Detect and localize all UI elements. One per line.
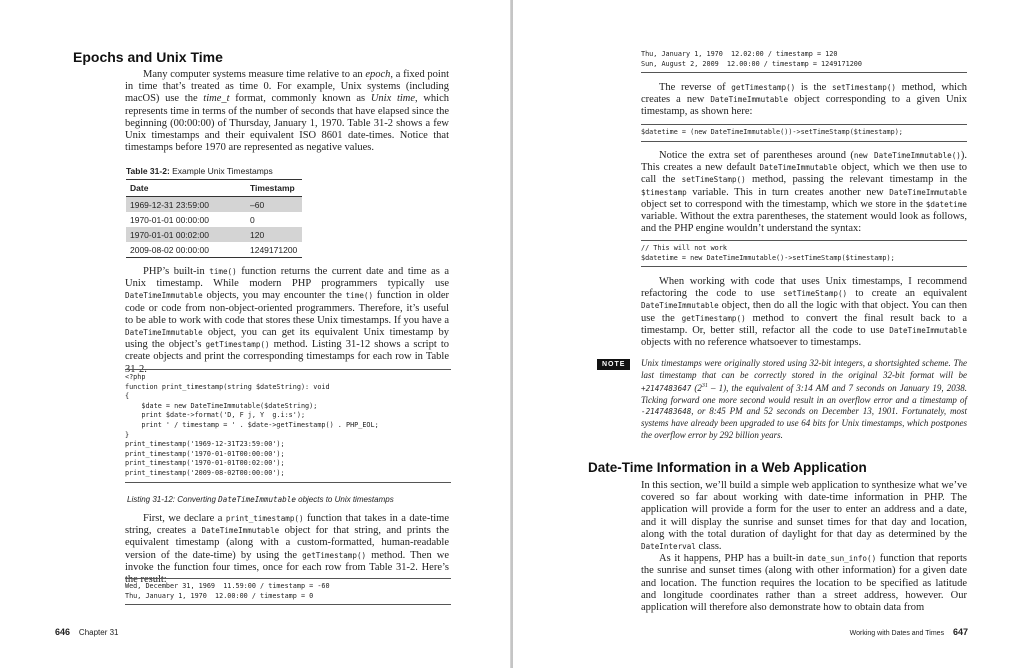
time-function-paragraph: PHP’s built-in time() function returns the current date and time as a Unix timestamp. While modern PHP programmers typically use DateTimeImmutable objects, you may encounter the time() function in older code or code from non-object-oriented programmers. Therefore, it’s useful to be able to work with code that stores these Unix timestamps. If you have a DateTimeImmutable object, you can get its equivalent Unix timestamp by using the object’s getTimestamp() method. Listing 31-12 shows a script to create objects and print the corresponding timestamps for each row in Table 31-2. xyxy=(125,266,450,375)
section-heading-web-app: Date-Time Information in a Web Application xyxy=(588,460,867,475)
table-header-timestamp: Timestamp xyxy=(246,180,302,197)
output-code-part2: Thu, January 1, 1970 12.02:00 / timestamp = 120 Sun, August 2, 2009 12.00:00 / timestamp = 1249171200 xyxy=(641,47,967,73)
set-timestamp-code: $datetime = (new DateTimeImmutable())->setTimeStamp($timestamp); xyxy=(641,124,967,142)
table-caption: Table 31-2: Example Unix Timestamps xyxy=(126,166,273,176)
running-footer-right: Working with Dates and Times xyxy=(849,630,945,637)
left-folio xyxy=(55,627,119,637)
table-row: 1970-01-01 00:00:00 0 xyxy=(130,214,255,225)
note-badge: NOTE xyxy=(597,359,630,370)
listing-caption: Listing 31-12: Converting DateTimeImmutable objects to Unix timestamps xyxy=(127,495,394,504)
table-row: 1970-01-01 00:02:00 120 xyxy=(126,227,302,242)
right-folio xyxy=(850,627,968,637)
output-code-part1: Wed, December 31, 1969 11.59:00 / timestamp = -60 Thu, January 1, 1970 12.00:00 / timestamp = 0 xyxy=(125,578,451,605)
parentheses-paragraph: Notice the extra set of parentheses around (new DateTimeImmutable()). This creates a new default DateTimeImmutable object, which we then use to call the setTimeStamp() method, passing the relevant timestamp in the $timestamp variable. This in turn creates another new DateTimeImmutable object set to correspond with the timestamp, which we store in the $datetime variable. Without the extra parentheses, the statement would look as follows, and the PHP engine wouldn’t understand the syntax: xyxy=(641,150,968,235)
table-row: 2009-08-02 00:00:00 1249171200 xyxy=(126,242,302,258)
intro-paragraph: Many computer systems measure time relative to an epoch, a fixed point in time that’s treated as time 0. For example, Unix systems (including macOS) use the time_t format, commonly known as Unix time, which represents time in terms of the number of seconds that have elapsed since the beginning (00:00:00) of Thursday, January 1, 1970. Table 31-2 shows a few Unix timestamps and their equivalent ISO 8601 date-times. Notice that timestamps before 1970 are represented as negative values. xyxy=(125,69,450,154)
table-header-date: Date xyxy=(126,180,246,197)
section-heading-epochs: Epochs and Unix Time xyxy=(73,49,223,65)
table-row: 1969-12-31 23:59:00 –60 xyxy=(126,197,302,213)
print-timestamp-paragraph: First, we declare a print_timestamp() function that takes in a date-time string, creates a DateTimeImmutable object for that string, and prints the equivalent timestamp (along with a custom-formatted, human-readable version of the date-time) by using the getTimestamp() method. Then we invoke the function four times, once for each row from Table 31-2. Here’s the result: xyxy=(125,513,449,586)
refactor-paragraph: When working with code that uses Unix timestamps, I recommend refactoring the code to use setTimeStamp() to create an equivalent DateTimeImmutable object, then do all the logic with that object. You can then use the getTimestamp() method to convert the final result back to a timestamp. Or, better still, refactor all the code to use DateTimeImmutable objects with no reference whatsoever to timestamps. xyxy=(641,276,967,349)
note-text: Unix timestamps were originally stored using 32-bit integers, a shortsighted scheme. The last timestamp that can be correctly stored in the original 32-bit format will be +2147483647 $(2^{31} - 1)$, the equivalent of 3:14 AM and 7 seconds on January 19, 2038. Ticking forward one more second would result in an overflow error and a timestamp of -2147483648, or 8:45 PM and 52 seconds on December 13, 1901. Fortunately, most systems have already been upgraded to use 64 bits for Unix timestamps, which postpones the overflow error by 292 billion years. xyxy=(641,358,967,440)
listing-31-12-code: <?php function print_timestamp(string $dateString): void { $date = new DateTimeImmutable($dateString); print $date->format('D, F j, Y g.i:s'); print ' / timestamp = ' . $date->getTimestamp() . PHP_EOL; } print_timestamp('1969-12-31T23:59:00'); print_timestamp('1970-01-01T00:00:00'); print_timestamp('1970-01-01T00:02:00'); print_timestamp('2009-08-02T00:00:00'); xyxy=(125,369,451,483)
right-page xyxy=(513,0,1024,668)
table-header-row xyxy=(126,180,302,197)
invalid-syntax-code: // This will not work $datetime = new DateTimeImmutable()->setTimeStamp($timestamp); xyxy=(641,240,967,267)
web-app-intro-paragraph: In this section, we’ll build a simple web application to synthesize what we’ve covered so far about working with date-time information in PHP. The application will provide a form for the user to enter an address and a date, and it will display the sunrise and sunset times for that day and location, along with the total duration of daylight for that day as determined by the DateInterval class. As it happens, PHP has a built-in date_sun_info() function that reports the sunrise and sunset times (along with other information) for a given date and location. The function requires the location to be specified as latitude and longitude coordinates rather than a street address, however. Our application will therefore also demonstrate how to obtain data from xyxy=(641,480,967,614)
set-timestamp-paragraph: The reverse of getTimestamp() is the setTimestamp() method, which creates a new DateTimeImmutable object corresponding to a given Unix timestamp, as shown here: xyxy=(641,82,968,118)
running-footer-left: Chapter 31 xyxy=(78,628,119,637)
timestamp-table xyxy=(126,179,302,258)
page-number-right: 647 xyxy=(952,627,968,637)
page-number-left: 646 xyxy=(55,627,71,637)
